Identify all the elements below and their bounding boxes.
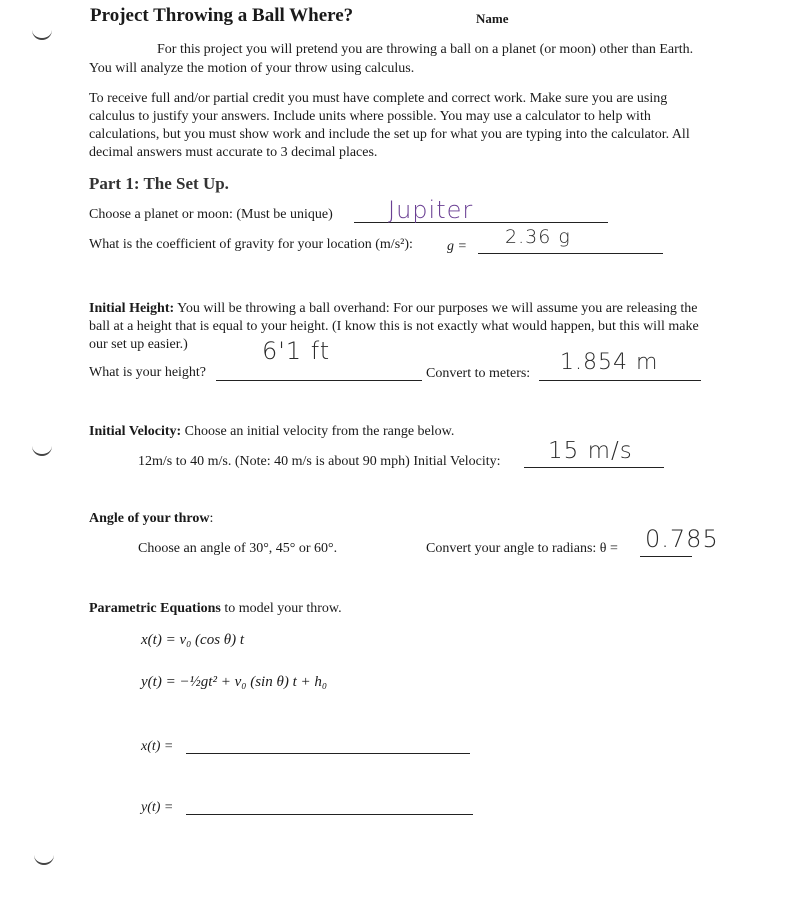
planet-prompt: Choose a planet or moon: (Must be unique) — [89, 207, 333, 222]
angle-heading — [89, 510, 739, 528]
initial-height-line-3: our set up easier.) — [89, 337, 188, 352]
credit-line-3: calculations, but you must show work and include the set up for what you are typing into the calculator. All — [89, 127, 690, 142]
initial-height-line-2: ball at a height that is equal to your height. (I know this is not exactly what would happen, but this will make — [89, 319, 699, 334]
binder-hole-mark — [34, 851, 54, 865]
y-blank-label: y(t) = — [141, 800, 174, 815]
planet-answer: Jupiter — [388, 196, 474, 224]
angle-label: Angle of your throw — [89, 511, 210, 526]
meters-answer: 1.854 m — [560, 350, 659, 375]
credit-line-4: decimal answers must accurate to 3 decimal places. — [89, 145, 378, 160]
height-answer: 6'1 ft — [262, 337, 331, 365]
part1-heading: Part 1: The Set Up. — [89, 174, 229, 193]
radians-answer: 0.785 — [645, 525, 719, 553]
gravity-answer-line[interactable] — [478, 253, 663, 254]
initial-velocity-text — [89, 423, 739, 441]
velocity-answer-line[interactable] — [524, 467, 664, 468]
binder-hole-mark — [32, 442, 52, 456]
x-blank-label: x(t) = — [141, 739, 174, 754]
equation-x: x(t) = v₀ (cos θ) t — [141, 632, 245, 648]
parametric-label: Parametric Equations — [89, 601, 221, 616]
page-title: Project Throwing a Ball Where? — [90, 5, 354, 26]
radians-answer-line[interactable] — [640, 556, 692, 557]
initial-height-label: Initial Height: — [89, 301, 175, 316]
gravity-symbol: g = — [447, 239, 467, 254]
angle-convert-text: Convert your angle to radians: θ = — [426, 541, 618, 556]
convert-meters-prompt: Convert to meters: — [426, 366, 531, 381]
initial-velocity-instruction: Choose an initial velocity from the range below. — [181, 424, 455, 439]
initial-height-line-1: You will be throwing a ball overhand: For our purposes we will assume you are releasing the — [174, 301, 698, 316]
gravity-prompt: What is the coefficient of gravity for your location (m/s²): — [89, 237, 413, 252]
parametric-instruction: to model your throw. — [220, 601, 342, 616]
y-equation-answer-line[interactable] — [186, 814, 473, 815]
velocity-answer: 15 m/s — [548, 438, 633, 464]
gravity-answer: 2.36 g — [505, 226, 571, 248]
credit-line-2: calculus to justify your answers. Include units where possible. You may use a calculator to help with — [89, 109, 651, 124]
x-equation-answer-line[interactable] — [186, 753, 470, 754]
parametric-heading — [89, 600, 739, 618]
name-label: Name — [476, 11, 509, 26]
credit-line-1: To receive full and/or partial credit you must have complete and correct work. Make sure you are using — [89, 91, 668, 106]
velocity-range-text: 12m/s to 40 m/s. (Note: 40 m/s is about 90 mph) Initial Velocity: — [138, 454, 501, 469]
angle-choose-text: Choose an angle of 30°, 45° or 60°. — [138, 541, 338, 556]
initial-velocity-label: Initial Velocity: — [89, 424, 182, 439]
intro-line-2: You will analyze the motion of your throw using calculus. — [89, 61, 415, 76]
meters-answer-line[interactable] — [539, 380, 701, 381]
height-answer-line[interactable] — [216, 380, 422, 381]
initial-height-text — [89, 300, 739, 318]
binder-hole-mark — [32, 26, 52, 40]
height-prompt: What is your height? — [89, 365, 207, 380]
angle-colon: : — [209, 511, 214, 526]
equation-y: y(t) = −½gt² + v₀ (sin θ) t + h₀ — [141, 674, 328, 690]
intro-line-1: For this project you will pretend you are throwing a ball on a planet (or moon) other than Earth. — [157, 42, 694, 57]
